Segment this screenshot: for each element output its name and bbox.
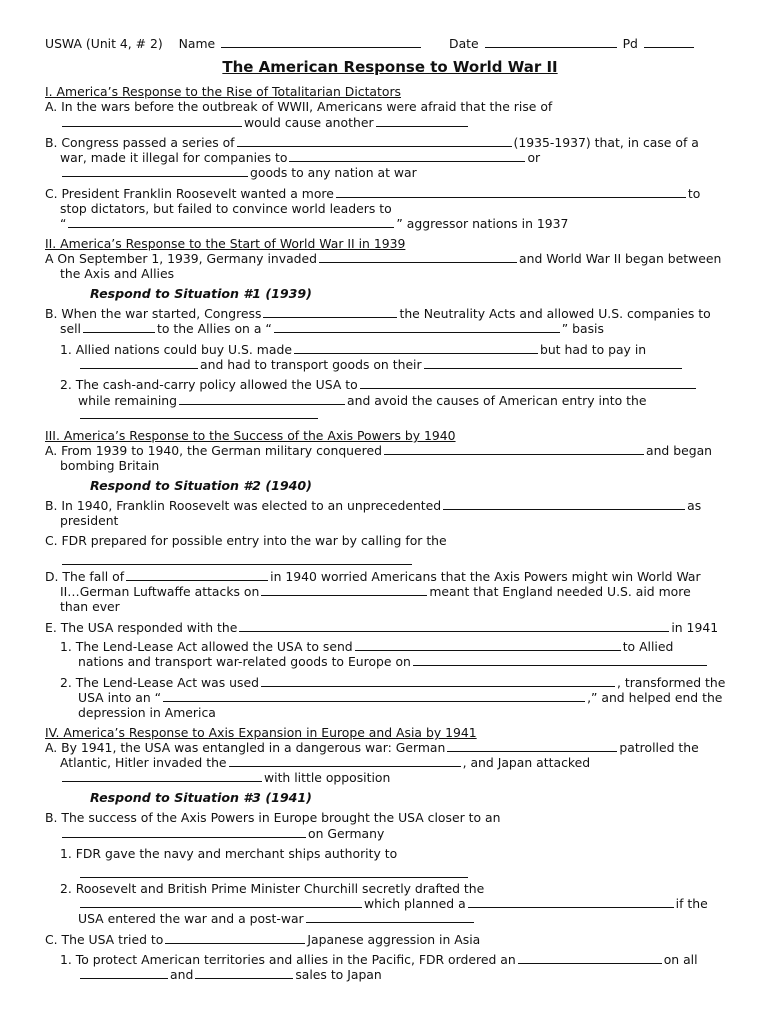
item-1c: C. President Franklin Roosevelt wanted a more to — [45, 186, 701, 201]
section-heading-3: III. America’s Response to the Success of the Axis Powers by 1940 — [45, 428, 456, 443]
item-2b-2-cont2 — [78, 407, 320, 422]
answer-blank[interactable] — [179, 393, 345, 405]
item-4b-cont: on Germany — [60, 826, 384, 841]
answer-blank[interactable] — [355, 639, 621, 651]
item-4a-cont: Atlantic, Hitler invaded the , and Japan attacked — [60, 755, 591, 770]
item-3b: B. In 1940, Franklin Roosevelt was elected to an unprecedented as — [45, 498, 702, 513]
item-2a-cont: the Axis and Allies — [60, 266, 175, 281]
answer-blank[interactable] — [518, 952, 662, 964]
item-2b: B. When the war started, Congress the Neutrality Acts and allowed U.S. companies to — [45, 306, 711, 321]
answer-blank[interactable] — [289, 150, 525, 162]
item-4b-1: 1. FDR gave the navy and merchant ships authority to — [60, 846, 398, 861]
answer-blank[interactable] — [447, 740, 617, 752]
item-4b-1-cont — [78, 866, 470, 881]
section-heading-4: IV. America’s Response to Axis Expansion in Europe and Asia by 1941 — [45, 725, 477, 740]
answer-blank[interactable] — [163, 690, 585, 702]
item-1c-cont2: “ ” aggressor nations in 1937 — [60, 216, 569, 231]
course-label: USWA (Unit 4, # 2) — [45, 36, 163, 51]
answer-blank[interactable] — [62, 826, 306, 838]
item-3c-cont — [60, 553, 414, 568]
answer-blank[interactable] — [80, 896, 362, 908]
section-heading-1: I. America’s Response to the Rise of Totalitarian Dictators — [45, 84, 402, 99]
answer-blank[interactable] — [306, 911, 474, 923]
name-label: Name — [178, 36, 216, 51]
page-title: The American Response to World War II — [222, 58, 558, 76]
answer-blank[interactable] — [62, 165, 248, 177]
answer-blank[interactable] — [336, 186, 686, 198]
item-4b-2: 2. Roosevelt and British Prime Minister Churchill secretly drafted the — [60, 881, 485, 896]
item-3a-cont: bombing Britain — [60, 458, 160, 473]
answer-blank[interactable] — [62, 115, 242, 127]
answer-blank[interactable] — [413, 654, 707, 666]
date-label: Date — [449, 36, 479, 51]
answer-blank[interactable] — [274, 321, 560, 333]
item-4a: A. By 1941, the USA was entangled in a dangerous war: German patrolled the — [45, 740, 699, 755]
item-2b-2: 2. The cash-and-carry policy allowed the USA to — [60, 377, 698, 392]
answer-blank[interactable] — [261, 584, 427, 596]
date-field[interactable] — [485, 36, 617, 48]
answer-blank[interactable] — [68, 216, 394, 228]
item-2b-1: 1. Allied nations could buy U.S. made but had to pay in — [60, 342, 647, 357]
answer-blank[interactable] — [424, 357, 682, 369]
item-1b-cont2: goods to any nation at war — [60, 165, 417, 180]
answer-blank[interactable] — [80, 407, 318, 419]
situation-3-label: Respond to Situation #3 (1941) — [90, 790, 312, 805]
answer-blank[interactable] — [80, 866, 468, 878]
answer-blank[interactable] — [80, 357, 198, 369]
answer-blank[interactable] — [443, 498, 685, 510]
item-4b: B. The success of the Axis Powers in Europe brought the USA closer to an — [45, 810, 501, 825]
period-field[interactable] — [644, 36, 694, 48]
item-2b-1-cont: and had to transport goods on their — [78, 357, 684, 372]
answer-blank[interactable] — [239, 620, 669, 632]
item-1a-cont: would cause another — [60, 115, 470, 130]
item-1b: B. Congress passed a series of (1935-1937) that, in case of a — [45, 135, 699, 150]
item-3e-2: 2. The Lend-Lease Act was used , transformed the — [60, 675, 726, 690]
worksheet-header — [45, 36, 696, 51]
item-1a: A. In the wars before the outbreak of WWII, Americans were afraid that the rise of — [45, 99, 553, 114]
answer-blank[interactable] — [468, 896, 674, 908]
situation-2-label: Respond to Situation #2 (1940) — [90, 478, 312, 493]
item-1b-cont: war, made it illegal for companies to or — [60, 150, 541, 165]
answer-blank[interactable] — [80, 967, 168, 979]
answer-blank[interactable] — [263, 306, 397, 318]
answer-blank[interactable] — [237, 135, 512, 147]
item-3e-2-cont2: depression in America — [78, 705, 216, 720]
answer-blank[interactable] — [165, 932, 305, 944]
answer-blank[interactable] — [384, 443, 644, 455]
item-4b-2-cont2: USA entered the war and a post-war — [78, 911, 476, 926]
answer-blank[interactable] — [229, 755, 461, 767]
answer-blank[interactable] — [83, 321, 155, 333]
item-4c-1-cont: and sales to Japan — [78, 967, 382, 982]
item-3d-cont2: than ever — [60, 599, 120, 614]
answer-blank[interactable] — [62, 770, 262, 782]
item-3e-1: 1. The Lend-Lease Act allowed the USA to send to Allied — [60, 639, 674, 654]
item-4a-cont2: with little opposition — [60, 770, 390, 785]
answer-blank[interactable] — [319, 251, 517, 263]
item-2b-cont: sell to the Allies on a “ ” basis — [60, 321, 604, 336]
answer-blank[interactable] — [126, 569, 268, 581]
name-field[interactable] — [221, 36, 421, 48]
answer-blank[interactable] — [195, 967, 293, 979]
item-3e-2-cont: USA into an “ ,” and helped end the — [78, 690, 723, 705]
item-3a: A. From 1939 to 1940, the German military conquered and began — [45, 443, 713, 458]
item-3e-1-cont: nations and transport war-related goods to Europe on — [78, 654, 709, 669]
situation-1-label: Respond to Situation #1 (1939) — [90, 286, 312, 301]
answer-blank[interactable] — [376, 115, 468, 127]
section-heading-2: II. America’s Response to the Start of World War II in 1939 — [45, 236, 406, 251]
item-2a: A On September 1, 1939, Germany invaded and World War II began between — [45, 251, 722, 266]
item-4c: C. The USA tried to Japanese aggression in Asia — [45, 932, 481, 947]
answer-blank[interactable] — [294, 342, 538, 354]
period-label: Pd — [622, 36, 638, 51]
item-4c-1: 1. To protect American territories and allies in the Pacific, FDR ordered an on all — [60, 952, 698, 967]
answer-blank[interactable] — [360, 377, 696, 389]
item-4b-2-cont: which planned a if the — [78, 896, 708, 911]
item-1c-cont: stop dictators, but failed to convince world leaders to — [60, 201, 392, 216]
answer-blank[interactable] — [261, 675, 615, 687]
item-3b-cont: president — [60, 513, 119, 528]
item-2b-2-cont: while remaining and avoid the causes of American entry into the — [78, 393, 647, 408]
item-3c: C. FDR prepared for possible entry into the war by calling for the — [45, 533, 447, 548]
answer-blank[interactable] — [62, 553, 412, 565]
item-3d: D. The fall of in 1940 worried Americans that the Axis Powers might win World War — [45, 569, 701, 584]
item-3d-cont: II…German Luftwaffe attacks on meant that England needed U.S. aid more — [60, 584, 691, 599]
item-3e: E. The USA responded with the in 1941 — [45, 620, 719, 635]
